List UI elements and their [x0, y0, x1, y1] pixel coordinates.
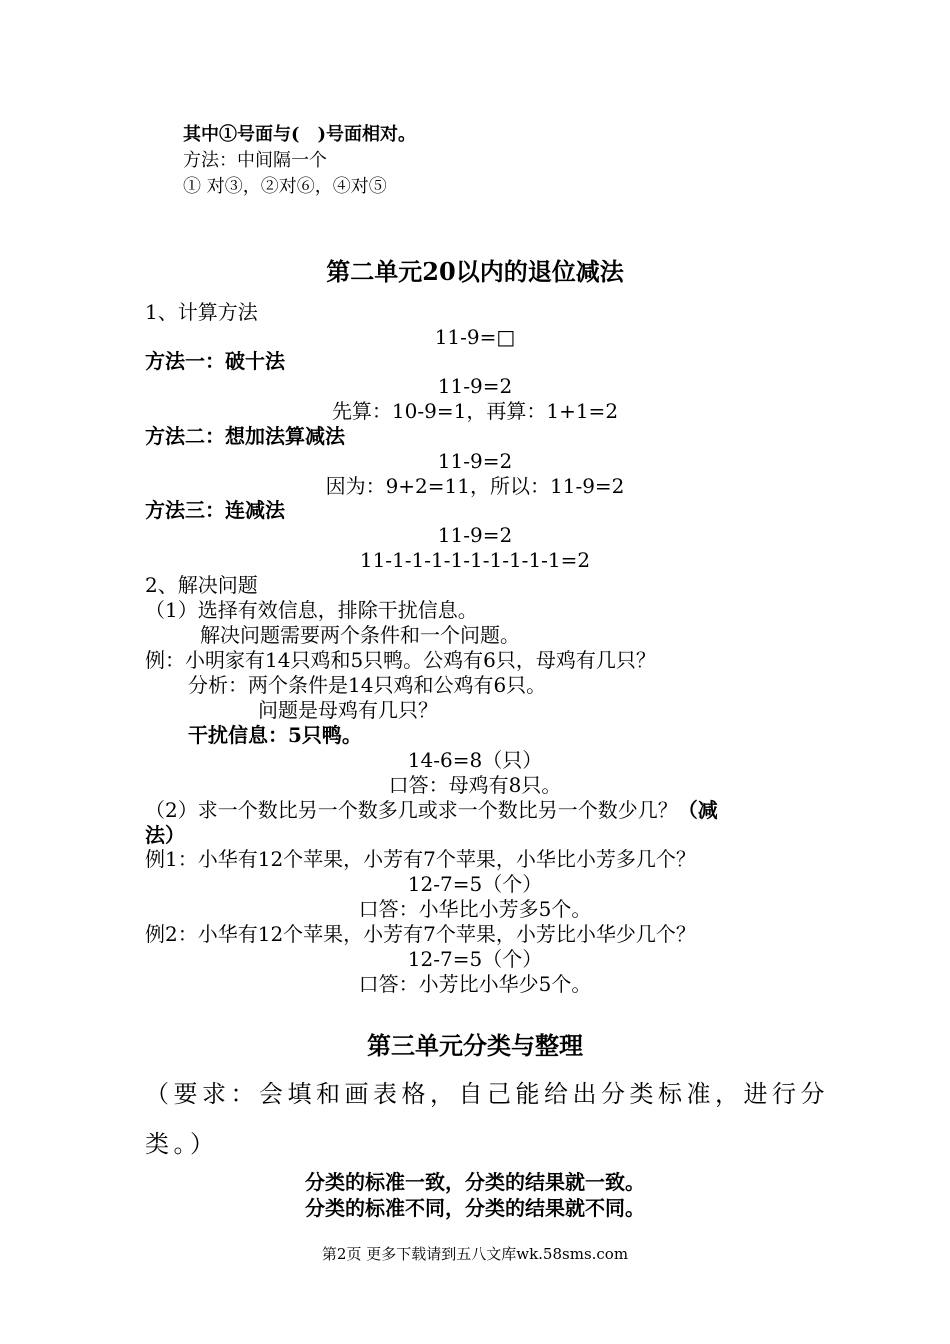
- method2-explain: 因为：9+2=11，所以：11-9=2: [325, 474, 625, 498]
- page-footer: 第2页 更多下载请到五八文库wk.58sms.com: [321, 1245, 629, 1263]
- method1-explain: 先算：10-9=1，再算：1+1=2: [331, 399, 619, 423]
- problem1-note: 解决问题需要两个条件和一个问题。: [200, 623, 520, 647]
- problem1-answer: 口答：母鸡有8只。: [388, 773, 562, 797]
- problem1-interference: 干扰信息：5只鸭。: [188, 723, 362, 747]
- method3-title: 方法三：连减法: [145, 498, 285, 522]
- problem1-example: 例：小明家有14只鸡和5只鸭。公鸡有6只，母鸡有几只？: [145, 648, 656, 672]
- example1-answer: 口答：小华比小芳多5个。: [358, 897, 592, 921]
- classification-rule-2: 分类的标准不同，分类的结果就不同。: [305, 1196, 645, 1220]
- problem2-title: [145, 798, 718, 822]
- unit3-requirement-line2: 类。）: [145, 1130, 219, 1158]
- intro-method: 方法：中间隔一个: [183, 150, 327, 171]
- problem2-title-tag: （减: [677, 798, 718, 822]
- example2-answer: 口答：小芳比小华少5个。: [358, 972, 592, 996]
- example2: 例2：小华有12个苹果，小芳有7个苹果，小芳比小华少几个？: [145, 922, 696, 946]
- unit2-title: 第二单元20以内的退位减法: [326, 257, 624, 286]
- classification-rule-1: 分类的标准一致，分类的结果就一致。: [305, 1170, 645, 1194]
- method2-equation: 11-9=2: [437, 449, 513, 473]
- problem-equation: 11-9=□: [434, 325, 516, 349]
- method2-title: 方法二：想加法算减法: [145, 424, 345, 448]
- problem2-title-text: （2）求一个数比另一个数多几或求一个数比另一个数少几？: [145, 798, 678, 822]
- method1-equation: 11-9=2: [437, 374, 513, 398]
- problem1-analysis: 分析：两个条件是14只鸡和公鸡有6只。: [188, 673, 547, 697]
- section2-heading: 2、解决问题: [145, 573, 258, 597]
- example1: 例1：小华有12个苹果，小芳有7个苹果，小华比小芳多几个？: [145, 847, 696, 871]
- section1-heading: 1、计算方法: [145, 300, 258, 324]
- unit3-requirement-line1: （要求：会填和画表格，自己能给出分类标准，进行分: [145, 1080, 829, 1108]
- problem1-equation: 14-6=8（只）: [407, 748, 543, 772]
- problem2-title-tag-end: 法）: [145, 823, 185, 847]
- method1-title: 方法一：破十法: [145, 349, 285, 373]
- method3-explain: 11-1-1-1-1-1-1-1-1-1=2: [359, 548, 591, 572]
- problem1-question: 问题是母鸡有几只？: [258, 698, 438, 722]
- method3-equation: 11-9=2: [437, 523, 513, 547]
- intro-question: 其中①号面与( )号面相对。: [183, 124, 417, 145]
- example1-equation: 12-7=5（个）: [407, 872, 543, 896]
- intro-pairs: ① 对③，②对⑥，④对⑤: [183, 176, 387, 197]
- unit3-title: 第三单元分类与整理: [367, 1031, 583, 1060]
- problem1-title: （1）选择有效信息，排除干扰信息。: [145, 598, 478, 622]
- example2-equation: 12-7=5（个）: [407, 947, 543, 971]
